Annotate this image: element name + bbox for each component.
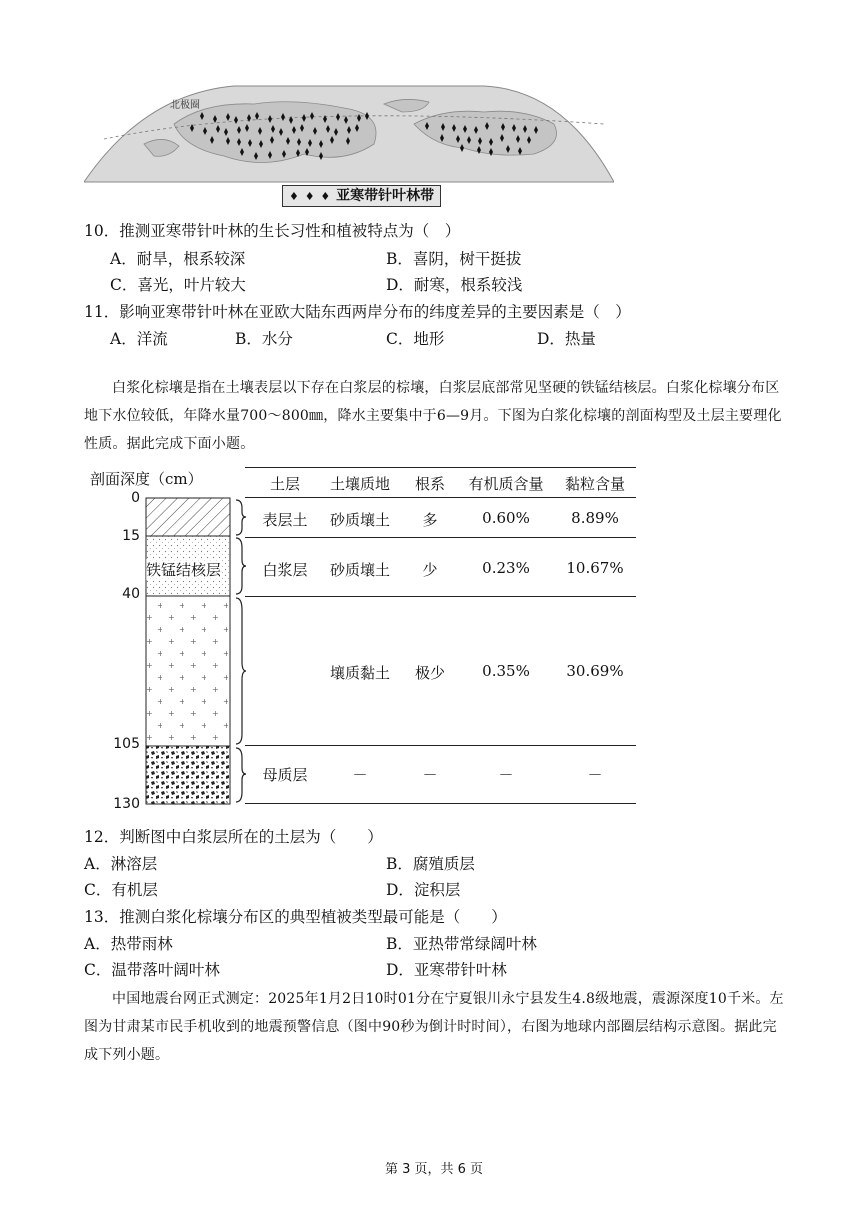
table-rule-2 [245, 596, 636, 597]
profile-axis-label: 剖面深度（cm） [90, 470, 203, 488]
question-13-stem: 13．推测白浆化棕壤分布区的典型植被类型最可能是（ ） [84, 908, 507, 926]
row2-texture: 砂质壤土 [329, 561, 390, 579]
row3-roots: 极少 [414, 664, 445, 682]
page-footer: 第 3 页，共 6 页 [384, 1162, 484, 1177]
layer-clay-fill [146, 596, 230, 746]
row3-texture: 壤质黏土 [329, 664, 390, 682]
row3-clay: 30.69% [566, 662, 624, 680]
table-top-rule [245, 467, 636, 468]
passage-soil [84, 374, 784, 458]
passage-earthquake [84, 985, 784, 1069]
header-layer: 土层 [269, 475, 300, 493]
soil-column [140, 490, 250, 810]
row2-organic: 0.23% [482, 559, 530, 577]
passage-soil-text: 白浆化棕壤是指在土壤表层以下存在白浆层的棕壤，白浆层底部常见坚硬的铁锰结核层。白浆化棕壤分布区地下水位较低，年降水量700～800㎜，降水主要集中于6—9月。下图为白浆化棕壤的剖面构型及土层主要理化性质。据此完成下面小题。 [84, 380, 782, 452]
q11-option-d[interactable]: D．热量 [537, 330, 596, 348]
q13-option-b[interactable]: B．亚热带常绿阔叶林 [386, 935, 537, 953]
q12-option-a[interactable]: A．淋溶层 [84, 855, 158, 873]
q12-option-c[interactable]: C．有机层 [84, 881, 158, 899]
q12-option-d[interactable]: D．淀积层 [386, 881, 461, 899]
row4-roots: － [422, 766, 438, 784]
depth-40: 40 [122, 586, 140, 602]
conifer-icon: ♦ ♦ ♦ [289, 190, 332, 203]
row2-clay: 10.67% [566, 559, 624, 577]
question-11-stem: 11．影响亚寒带针叶林在亚欧大陆东西两岸分布的纬度差异的主要因素是（ ） [84, 303, 631, 321]
q12-option-b[interactable]: B．腐殖质层 [386, 855, 475, 873]
row1-organic: 0.60% [482, 509, 530, 527]
row4-organic: － [498, 766, 514, 784]
row3-organic: 0.35% [482, 662, 530, 680]
row2-layer: 白浆层 [262, 561, 308, 579]
question-10-stem: 10．推测亚寒带针叶林的生长习性和植被特点为（ ） [84, 222, 461, 240]
q13-option-d[interactable]: D．亚寒带针叶林 [386, 961, 507, 979]
header-clay: 黏粒含量 [564, 475, 625, 493]
header-organic: 有机质含量 [468, 475, 544, 493]
q11-option-c[interactable]: C．地形 [386, 330, 445, 348]
passage-earthquake-text: 中国地震台网正式测定：2025年1月2日10时01分在宁夏银川永宁县发生4.8级地震，震源深度10千米。左图为甘肃某市民手机收到的地震预警信息（图中90秒为倒计时时间），右图为地球内部圈层结构示意图。据此完成下列小题。 [84, 991, 784, 1063]
row4-clay: － [587, 766, 603, 784]
table-rule-3 [245, 745, 636, 746]
q11-option-a[interactable]: A．洋流 [110, 330, 168, 348]
depth-0: 0 [131, 490, 140, 506]
row4-texture: － [352, 766, 368, 784]
row2-roots: 少 [422, 561, 438, 579]
q10-option-d[interactable]: D．耐寒，根系较浅 [386, 276, 523, 294]
brace-clay [236, 598, 246, 744]
boreal-forest-map [84, 84, 614, 184]
q11-option-b[interactable]: B．水分 [235, 330, 293, 348]
row1-clay: 8.89% [571, 509, 619, 527]
q10-option-b[interactable]: B．喜阴，树干挺拔 [386, 250, 522, 268]
header-texture: 土壤质地 [329, 475, 390, 493]
q10-option-a[interactable]: A．耐旱，根系较深 [110, 250, 246, 268]
question-12-stem: 12．判断图中白浆层所在的土层为（ ） [84, 828, 383, 846]
table-head-rule [245, 497, 636, 498]
map-legend [282, 185, 441, 205]
row1-roots: 多 [422, 511, 438, 529]
depth-105: 105 [113, 736, 140, 752]
legend-box [282, 185, 441, 207]
q10-option-c[interactable]: C．喜光，叶片较大 [110, 276, 246, 294]
brace-albic [236, 538, 246, 594]
legend-label: 亚寒带针叶林带 [336, 188, 435, 204]
depth-130: 130 [113, 796, 140, 812]
arctic-circle-label: 北极圈 [170, 100, 200, 111]
row1-layer: 表层土 [262, 511, 308, 529]
header-roots: 根系 [414, 475, 445, 493]
row4-layer: 母质层 [262, 766, 308, 784]
depth-15: 15 [122, 528, 140, 544]
q13-option-c[interactable]: C．温带落叶阔叶林 [84, 961, 220, 979]
q13-option-a[interactable]: A．热带雨林 [84, 935, 173, 953]
table-bottom-rule [245, 803, 636, 804]
brace-topsoil [236, 500, 246, 535]
layer-topsoil-fill [146, 498, 230, 536]
table-rule-1 [245, 537, 636, 538]
nodule-layer-label: 铁锰结核层 [146, 561, 222, 579]
row1-texture: 砂质壤土 [329, 511, 390, 529]
map-graphic [84, 84, 614, 184]
layer-parent-fill [146, 746, 230, 804]
brace-parent [236, 748, 246, 802]
